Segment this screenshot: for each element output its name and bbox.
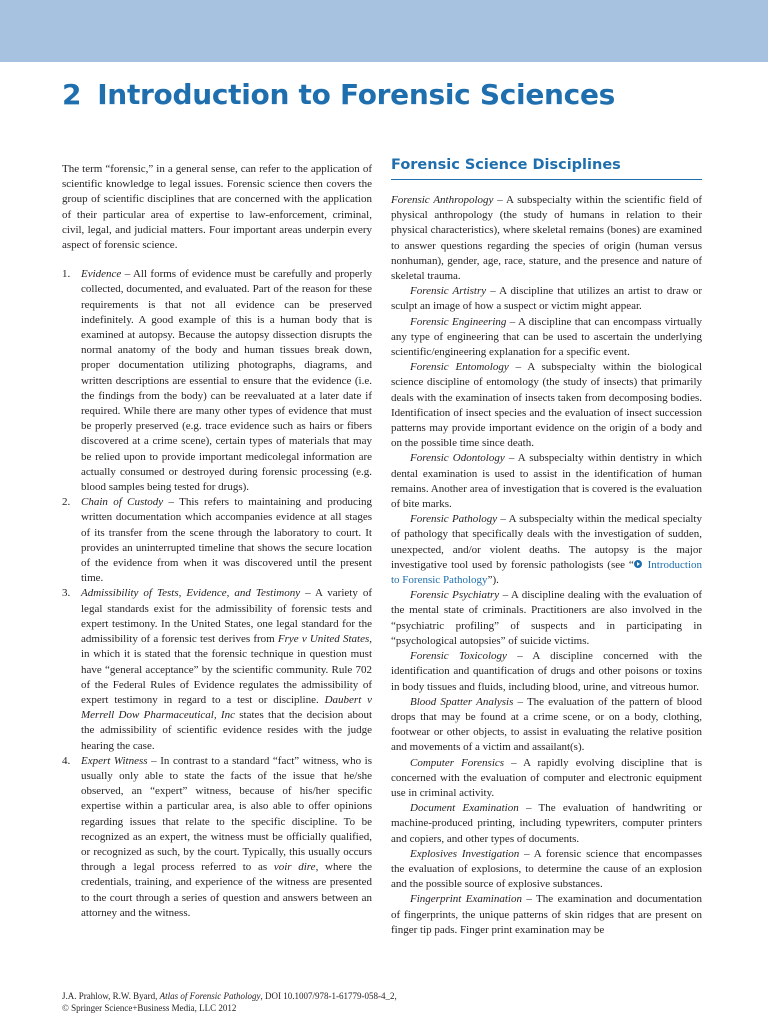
discipline-text: – A subspecialty within dentistry in which dental examination is used to assist in the identification of human remains. Another area of investigation that is covered is the evaluation of bite marks. (391, 452, 703, 511)
case-name: Frye v United States (277, 633, 370, 646)
list-item-evidence (62, 267, 372, 495)
discipline-text: – The examination and documentation of fingerprints, the unique patterns of skin ridges that are present on finger tip pads. Finger print examination may be (391, 893, 702, 936)
discipline-paragraph (391, 512, 702, 588)
copyright: © Springer Science+Business Media, LLC 2012 (62, 1002, 237, 1013)
discipline-term: Explosives Investigation (410, 847, 520, 860)
discipline-text: – A subspecialty within the biological science discipline of entomology (the study of insects) that primarily deals with the examination of insects taken from decomposing bodies. Identification of insect species and the evaluation of insect succession patterns may provide important evidence on the origin of a body and on the possible time since death. (391, 361, 702, 450)
discipline-term: Forensic Anthropology (391, 194, 494, 206)
list-text: – This refers to maintaining and producing written documentation which accompanies evidence at all stages of its transfer from the scene through the laboratory to court. It provides an uninterrupted timeline that shows the secure location of the evidence from when it was discovered until the present time. (81, 496, 372, 585)
left-column (62, 162, 372, 921)
list-text: states that the decision about the admissibility of scientific evidence resides with the judge hearing the case. (81, 709, 372, 752)
list-text: – All forms of evidence must be carefully and properly collected, documented, and evaluated. Part of the reason for these requirements is that not all evidence can be preserved indefinitely. A good example of this is a human body that is examined at autopsy. Because the autopsy dissection disrupts the normal anatomy of the body and human tissues break down, proper documentation utilizing photographs, diagrams, and written descriptions are essential to ensure that the evidence (i.e. the findings from the body) can be reevaluated at a later date if required. While there are many other types of evidence that must be properly preserved (e.g. trace evidence such as hairs or fibers discovered at a crime scene), certain types of materials that may be relied upon to provide important medicolegal information are actually consumed or destroyed during forensic processing (e.g. blood samples being tested for drugs). (81, 268, 372, 494)
discipline-text: – The evaluation of handwriting or machine-produced printing, including typewriters, computer printers and copiers, and other types of documents. (391, 802, 702, 845)
list-text: , where the credentials, training, and experience of the witness are presented to the court through a series of question and answers between an attorney and the witness. (81, 861, 373, 919)
discipline-text: – A discipline concerned with the identification and quantification of drugs and other poisons or toxins in body tissues and fluids, including blood, urine, and vitreous humor. (391, 650, 703, 693)
discipline-paragraph (391, 649, 702, 695)
discipline-paragraph (391, 315, 702, 361)
list-item-chain-of-custody (62, 495, 372, 586)
case-name: Daubert v Merrell Dow Pharmaceutical, Inc (81, 693, 372, 722)
section-heading: Forensic Science Disciplines (391, 157, 702, 180)
discipline-paragraph (391, 847, 702, 893)
intro-paragraph: The term “forensic,” in a general sense, can refer to the application of scientific knowledge to legal issues. Forensic science then covers the group of scientific disciplines that are concerned with the application of their particular area of expertise to law-enforcement, criminal, civil, legal, and judicial matters. Four important areas underpin every aspect of forensic science. (62, 163, 372, 252)
discipline-text: – A subspecialty within the scientific field of physical anthropology (the study of humans in relation to their physical characteristics), where skeletal remains (bones) are examined to answer questions regarding the species of origin (human versus nonhuman), gender, age, race, stature, and the presence and nature of skeletal trauma. (391, 194, 702, 283)
list-number: 4. (62, 754, 71, 767)
discipline-text: – A discipline that utilizes an artist to draw or sculpt an image of how a suspect or victim might appear. (391, 285, 702, 313)
page-footer (62, 991, 482, 1014)
latin-term: voir dire (273, 861, 316, 874)
discipline-term: Forensic Toxicology (410, 650, 507, 663)
discipline-term: Forensic Psychiatry (410, 589, 500, 602)
discipline-term: Fingerprint Examination (410, 893, 522, 906)
list-text: , in which it is stated that the forensic technique in question must have “general acceptance” by the scientific community. Rule 702 of the Federal Rules of Evidence regulates the admissibility of expert testimony in regard to a test or discipline. (81, 633, 372, 706)
discipline-text: – A forensic science that encompasses the evaluation of explosions, to determine the cause of an explosion and the possible source of explosive substances. (391, 847, 702, 891)
header-band (0, 0, 768, 62)
discipline-paragraph (391, 193, 702, 284)
chapter-title (62, 78, 615, 111)
right-column (391, 193, 702, 938)
chapter-title-text: Introduction to Forensic Sciences (97, 78, 616, 111)
discipline-text: – A rapidly evolving discipline that is concerned with the evaluation of computer and electronic equipment use in criminal activity. (391, 756, 702, 799)
discipline-text: – A subspecialty within the medical specialty of pathology that specifically deals with the investigation of sudden, unexpected, and/or violent deaths. The autopsy is the major investigative tool used by forensic pathologists (see “ (391, 513, 702, 571)
citation-book: Atlas of Forensic Pathology (159, 991, 261, 1001)
discipline-term: Document Examination (410, 802, 519, 815)
discipline-paragraph (391, 360, 702, 451)
discipline-paragraph (391, 892, 702, 938)
discipline-term: Computer Forensics (410, 756, 505, 769)
discipline-term: Forensic Pathology (410, 513, 498, 526)
citation-authors: J.A. Prahlow, R.W. Byard, (62, 991, 160, 1001)
discipline-paragraph (391, 756, 702, 802)
list-text: – A variety of legal standards exist for the admissibility of forensic tests and expert testimony. In the United States, one legal standard for the admissibility of a forensic test derives from (81, 587, 372, 646)
list-term: Evidence (81, 268, 122, 281)
discipline-text: – The evaluation of the pattern of blood drops that may be found at a crime scene, or on a body, clothing, footwear or other objects, to assist in evaluating the relative position and movements of a victim and assailant(s). (391, 695, 702, 754)
discipline-text: ”). (487, 574, 499, 587)
citation-doi: , DOI 10.1007/978-1-61779-058-4_2, (260, 991, 397, 1001)
discipline-text: – A discipline dealing with the evaluation of the mental state of criminals. Practitioners are also involved in the “psychiatric profiling” of suspects and in participating in “psychological autopsies” of suicide victims. (391, 589, 702, 647)
list-text: – In contrast to a standard “fact” witness, who is usually only able to state the facts of the issue that he/she observed, an “expert” witness, because of his/her specific expertise within a particular area, is also able to offer opinions regarding issues that relate to the specific discipline. To be recognized as an expert, the witness must be officially qualified, or recognized as such, by the court. Typically, this usually occurs through a legal process referred to as (81, 754, 373, 874)
discipline-text: – A discipline that can encompass virtually any type of engineering that can be used to ascertain the underlying scientific/engineering explanation for a specific event. (391, 315, 702, 359)
discipline-term: Forensic Entomology (410, 361, 509, 374)
citation (62, 991, 482, 1003)
discipline-paragraph (391, 451, 702, 512)
discipline-term: Forensic Artistry (410, 285, 487, 298)
discipline-paragraph (391, 284, 702, 314)
list-number: 3. (62, 587, 71, 600)
arrow-right-icon (634, 560, 642, 568)
list-number: 1. (62, 268, 71, 281)
cross-reference-text: Introduction to Forensic Pathology (391, 558, 703, 587)
discipline-paragraph (391, 695, 702, 756)
key-areas-list (62, 267, 372, 921)
discipline-term: Forensic Engineering (410, 315, 507, 328)
list-term: Expert Witness (81, 754, 148, 767)
list-item-admissibility (62, 586, 372, 753)
list-term: Chain of Custody (81, 496, 164, 509)
list-number: 2. (62, 496, 71, 509)
list-term: Admissibility of Tests, Evidence, and Testimony (81, 587, 301, 600)
discipline-term: Blood Spatter Analysis (410, 695, 514, 708)
list-item-expert-witness (62, 754, 372, 921)
discipline-term: Forensic Odontology (410, 452, 505, 465)
discipline-paragraph (391, 801, 702, 847)
discipline-paragraph (391, 588, 702, 649)
chapter-number: 2 (62, 78, 82, 111)
